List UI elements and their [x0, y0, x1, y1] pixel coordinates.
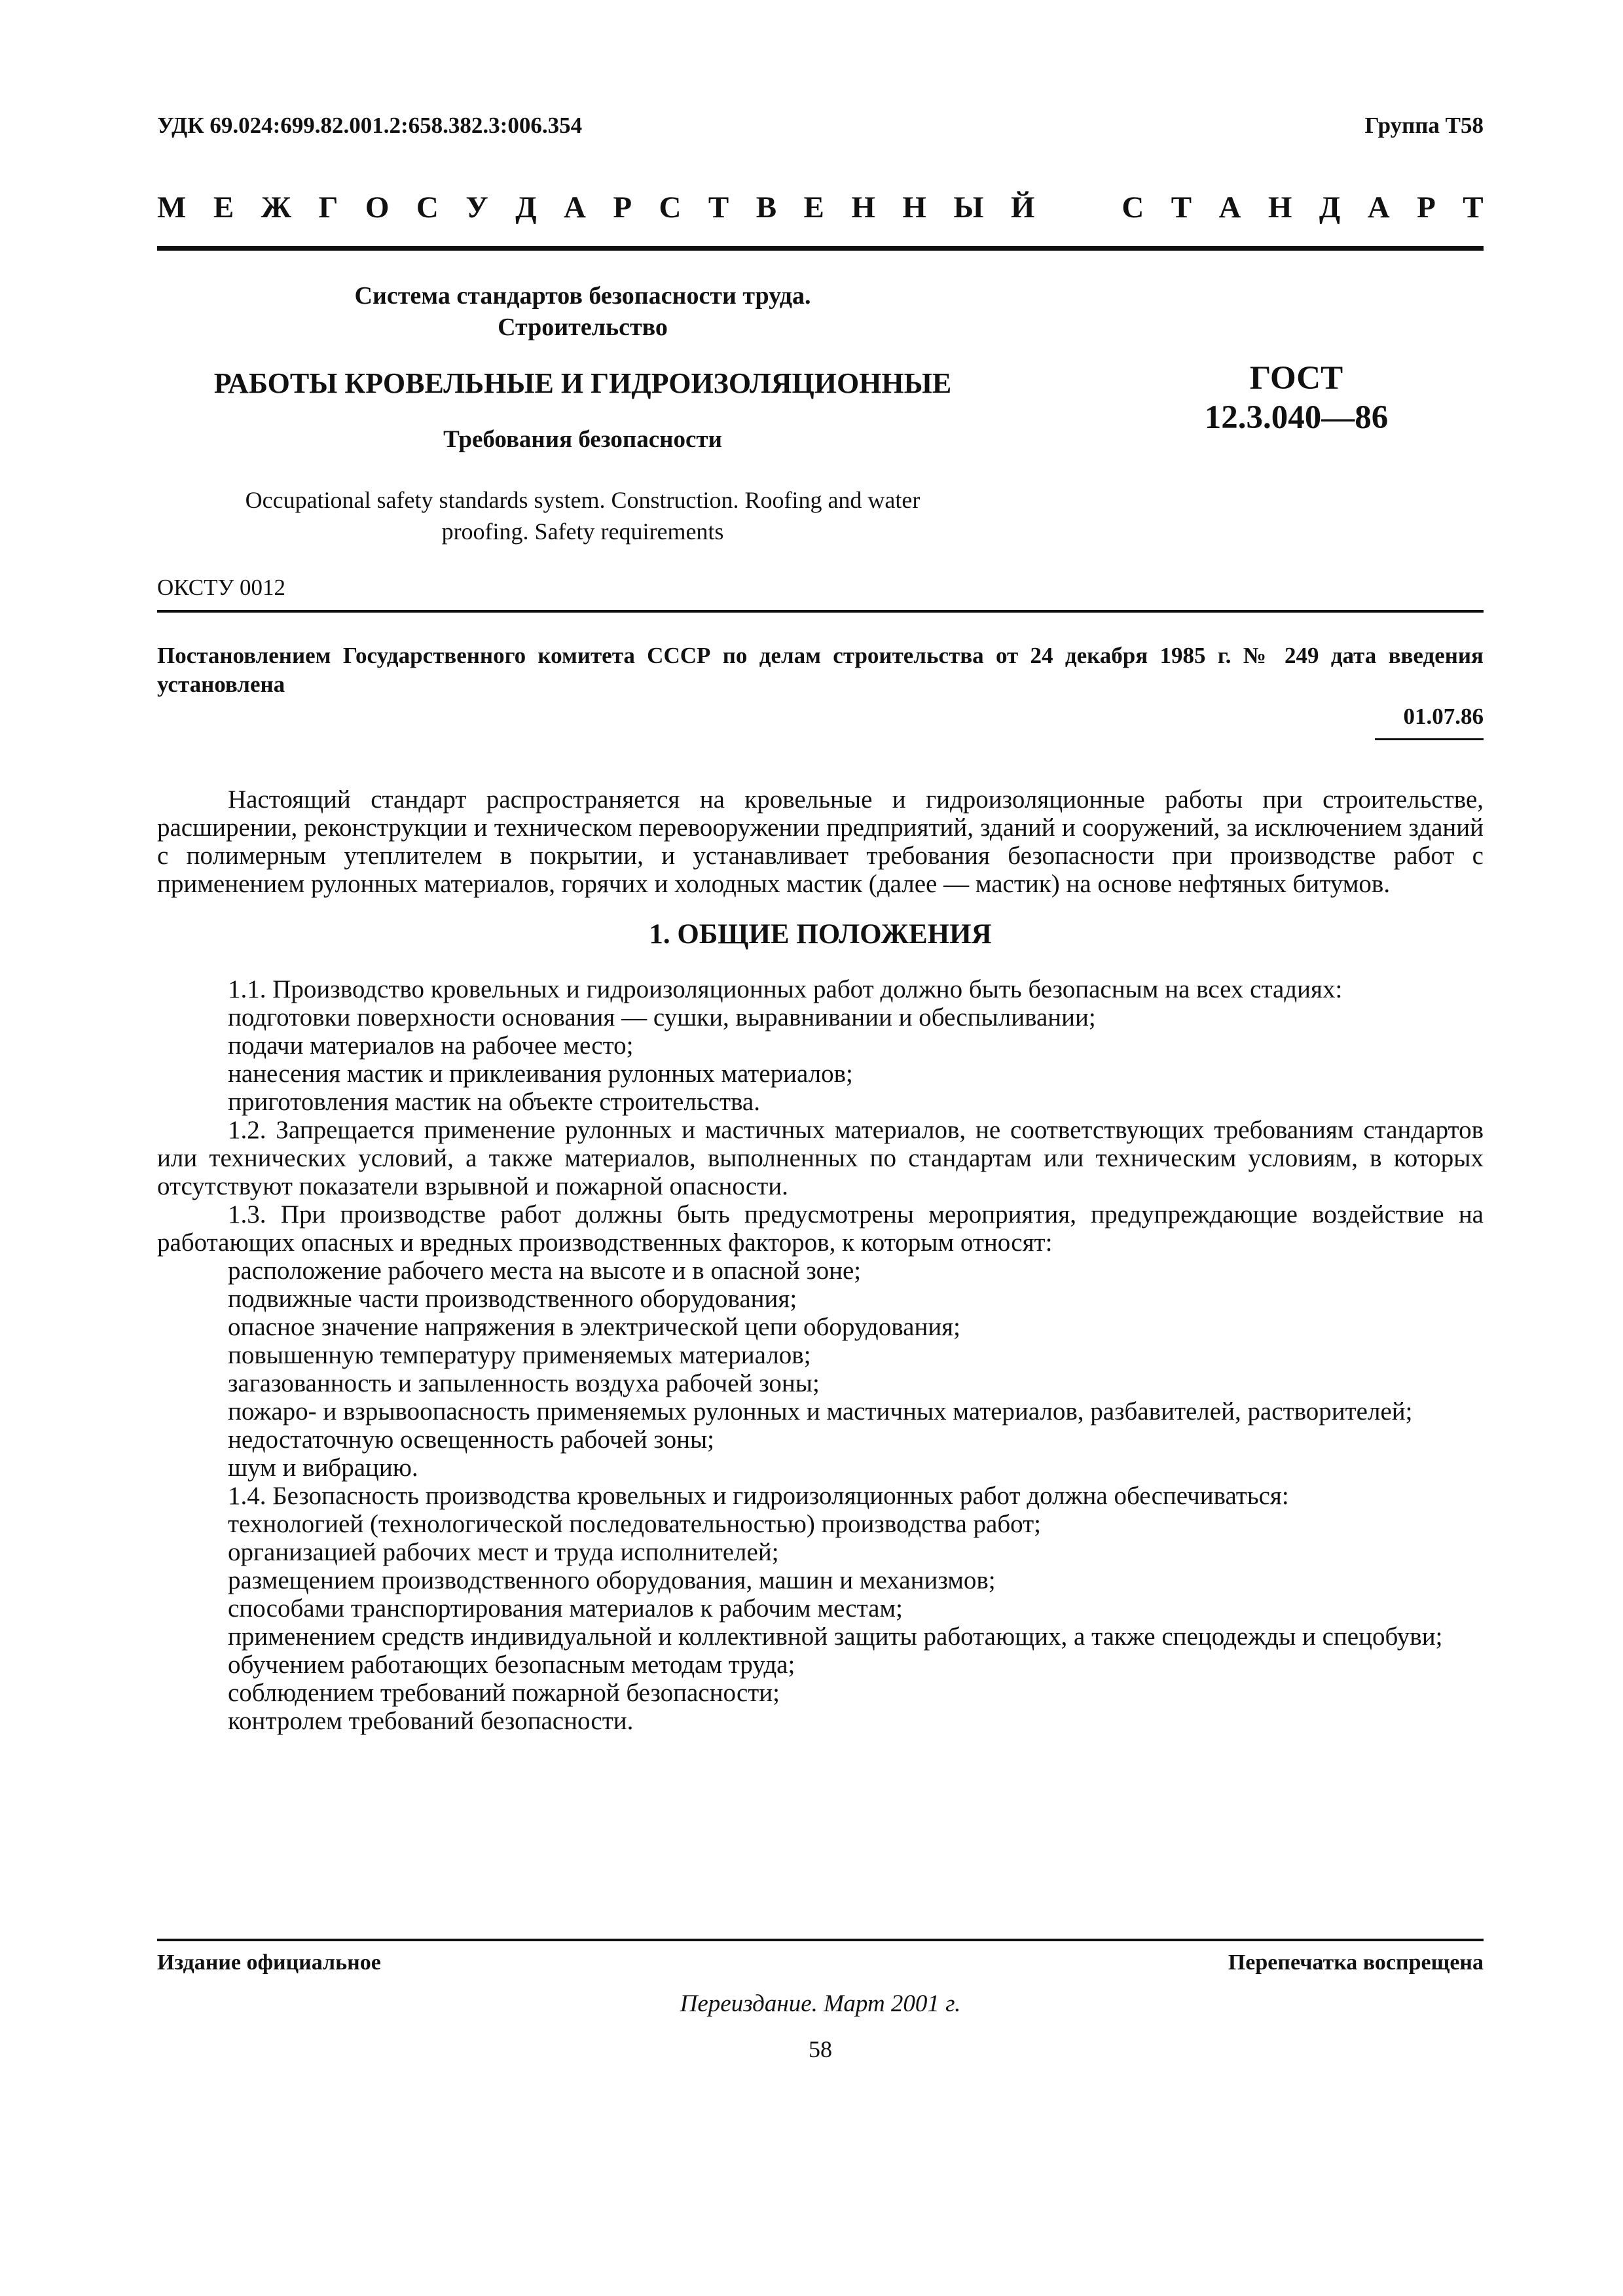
heading-letter: Р: [613, 190, 632, 224]
title-divider: [157, 610, 1484, 613]
list-item: технологией (технологической последовательностью) производства работ;: [228, 1510, 1042, 1538]
list-item: подачи материалов на рабочее место;: [228, 1031, 634, 1060]
list-item: организацией рабочих мест и труда исполнителей;: [228, 1538, 779, 1566]
english-title-line: proofing. Safety requirements: [441, 518, 724, 545]
document-body: [157, 785, 1484, 1735]
list-item: способами транспортирования материалов к рабочим местам;: [228, 1594, 903, 1623]
list-item: повышенную температуру применяемых материалов;: [228, 1341, 811, 1369]
heading-letter: С: [416, 190, 439, 224]
gost-designation: [1126, 359, 1467, 437]
heading-letter: Т: [1463, 190, 1484, 224]
clause-1-1: 1.1. Производство кровельных и гидроизоляционных работ должно быть безопасным на всех стадиях:: [228, 975, 1343, 1003]
list-item: соблюдением требований пожарной безопасности;: [228, 1679, 780, 1707]
document-title: РАБОТЫ КРОВЕЛЬНЫЕ И ГИДРОИЗОЛЯЦИОННЫЕ: [213, 367, 952, 399]
list-item: приготовления мастик на объекте строительства.: [228, 1088, 760, 1116]
list-item: обучением работающих безопасным методам труда;: [228, 1651, 795, 1679]
document-subtitle: Требования безопасности: [443, 426, 722, 453]
heading-letter: Е: [803, 190, 824, 224]
clause-1-3: 1.3. При производстве работ должны быть предусмотрены мероприятия, предупреждающие воздействие на работающих опасных и вредных производственных факторов, к которым относят:: [157, 1200, 1484, 1257]
heading-letter: О: [365, 190, 390, 224]
heading-letter: С: [659, 190, 682, 224]
heading-letter: Т: [708, 190, 729, 224]
effective-date: 01.07.86: [1403, 704, 1484, 729]
heading-letter: У: [465, 190, 488, 224]
heading-letter: Т: [1171, 190, 1192, 224]
heading-letter: Р: [1417, 190, 1436, 224]
word-gap: [1062, 190, 1095, 225]
interstate-standard-heading: [157, 190, 1484, 225]
list-item: шум и вибрацию.: [228, 1454, 418, 1482]
oksty-code: ОКСТУ 0012: [157, 575, 286, 600]
list-item: нанесения мастик и приклеивания рулонных материалов;: [228, 1060, 853, 1088]
heading-letter: Д: [1319, 190, 1341, 224]
list-item: опасное значение напряжения в электрической цепи оборудования;: [228, 1313, 961, 1341]
decree-statement: Постановлением Государственного комитета СССР по делам строительства от 24 декабря 1985 г. № 249 дата введения установлена: [157, 643, 1484, 697]
page-number: 58: [809, 2036, 832, 2062]
heading-letter: А: [1218, 190, 1241, 224]
group-code: Группа Т58: [1364, 113, 1484, 138]
list-item: контролем требований безопасности.: [228, 1707, 634, 1735]
heading-letter: М: [157, 190, 187, 224]
reissue-note: Переиздание. Март 2001 г.: [680, 1990, 961, 2017]
heading-letter: А: [563, 190, 586, 224]
heading-letter: Е: [213, 190, 234, 224]
series-line: Система стандартов безопасности труда.: [354, 282, 811, 310]
heading-letter: В: [756, 190, 777, 224]
english-title-line: Occupational safety standards system. Construction. Roofing and water: [245, 487, 921, 513]
section-heading: 1. ОБЩИЕ ПОЛОЖЕНИЯ: [649, 919, 992, 950]
header-divider: [157, 246, 1484, 251]
clause-1-2: 1.2. Запрещается применение рулонных и мастичных материалов, не соответствующих требованиям стандартов или технических условий, а также материалов, выполненных по стандартам или техническим условиям, в которых отсутствуют показатели взрывной и пожарной опасности.: [157, 1116, 1484, 1200]
official-edition-note: Издание официальное: [157, 1950, 381, 1975]
udk-code: УДК 69.024:699.82.001.2:658.382.3:006.354: [157, 113, 583, 138]
list-item: применением средств индивидуальной и коллективной защиты работающих, а также спецодежды и спецобуви;: [228, 1623, 1443, 1651]
english-title: [157, 484, 1008, 547]
heading-letter: Н: [1267, 190, 1292, 224]
list-item: подвижные части производственного оборудования;: [228, 1285, 797, 1313]
heading-letter: Г: [318, 190, 338, 224]
heading-letter: Н: [902, 190, 926, 224]
heading-letter: С: [1122, 190, 1144, 224]
series-line: Строительство: [498, 314, 668, 341]
footer-divider: [157, 1939, 1484, 1941]
reprint-prohibited-note: Перепечатка воспрещена: [1228, 1950, 1484, 1975]
heading-letter: Д: [515, 190, 537, 224]
effective-date-underline: [1375, 738, 1484, 740]
list-item: подготовки поверхности основания — сушки, выравнивании и обеспыливании;: [228, 1003, 1096, 1031]
heading-letter: Ы: [953, 190, 984, 224]
heading-letter: Й: [1010, 190, 1035, 224]
standards-series: [157, 280, 1008, 343]
heading-letter: Н: [851, 190, 875, 224]
clause-1-4: 1.4. Безопасность производства кровельных и гидроизоляционных работ должна обеспечиваться:: [228, 1482, 1289, 1510]
gost-label: ГОСТ: [1249, 360, 1343, 397]
list-item: недостаточную освещенность рабочей зоны;: [228, 1426, 714, 1454]
list-item: расположение рабочего места на высоте и в опасной зоне;: [228, 1257, 862, 1285]
list-item: размещением производственного оборудования, машин и механизмов;: [228, 1566, 996, 1594]
intro-paragraph: Настоящий стандарт распространяется на кровельные и гидроизоляционные работы при строительстве, расширении, реконструкции и техническом перевооружении предприятий, зданий и сооружений, за исключением зданий с полимерным утеплителем в покрытии, и устанавливает требования безопасности при производстве работ с применением рулонных материалов, горячих и холодных мастик (далее — мастик) на основе нефтяных битумов.: [157, 785, 1484, 898]
heading-letter: А: [1367, 190, 1390, 224]
list-item: пожаро- и взрывоопасность применяемых рулонных и мастичных материалов, разбавителей, растворителей;: [228, 1397, 1413, 1426]
list-item: загазованность и запыленность воздуха рабочей зоны;: [228, 1369, 820, 1397]
document-page: [157, 0, 1484, 2296]
heading-letter: Ж: [261, 190, 292, 224]
gost-number: 12.3.040—86: [1204, 399, 1389, 436]
